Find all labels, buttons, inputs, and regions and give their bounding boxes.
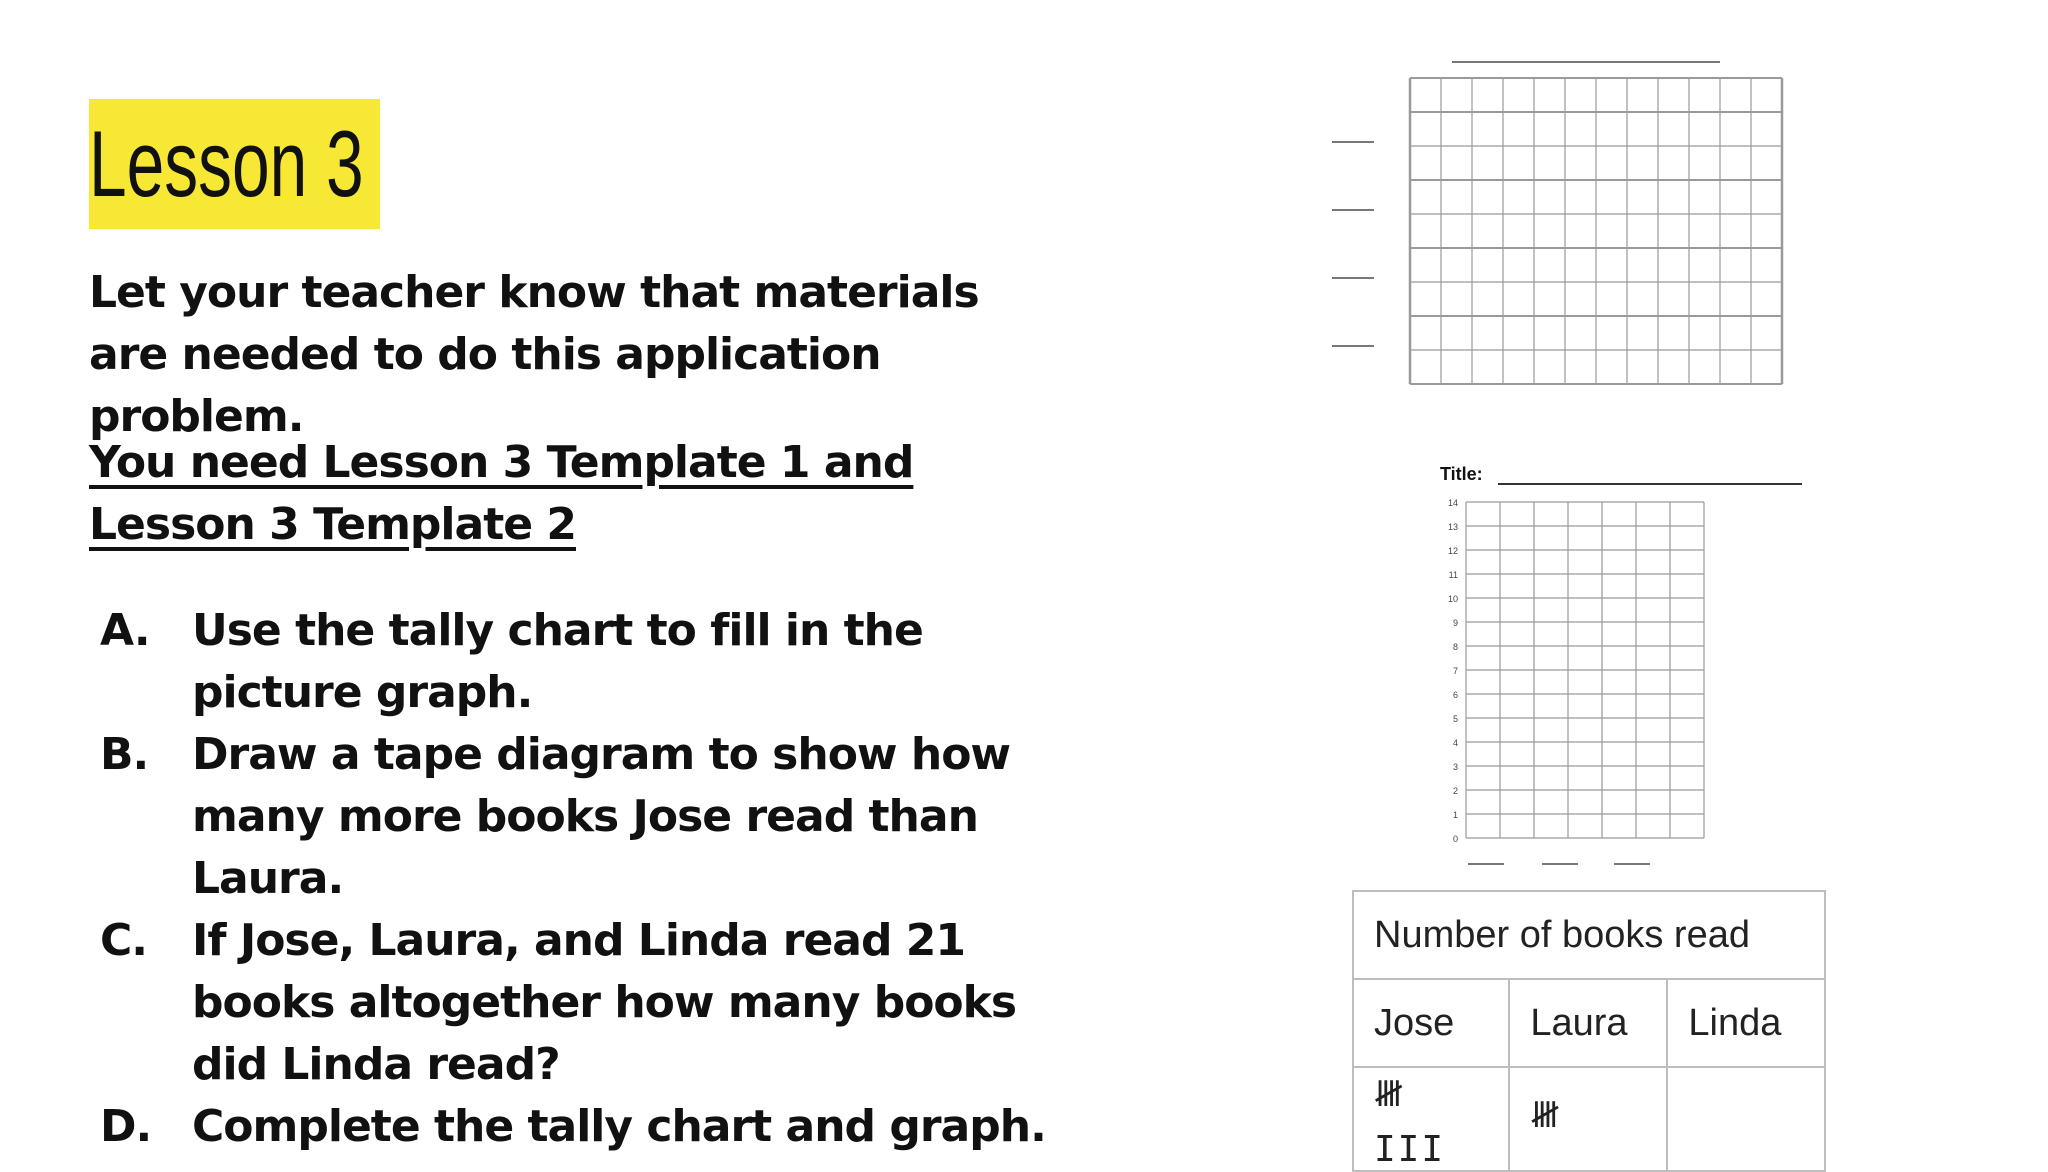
y-tick-label: 7 [1452,666,1458,676]
y-tick-label: 12 [1447,546,1458,556]
y-tick-label: 5 [1452,714,1458,724]
task-item [100,724,1100,910]
task-item [100,600,1100,724]
task-item [100,1096,1100,1158]
name-cell-laura: Laura [1509,979,1667,1067]
bar-graph-grid [1466,502,1704,838]
tally-header-row [1353,891,1825,979]
tally-chart [1352,890,1826,1172]
y-tick-label: 9 [1452,618,1458,628]
picture-graph-template [1322,50,1802,420]
tally-marks-row [1353,1067,1825,1171]
tally-header: Number of books read [1353,891,1825,979]
task-letter: A. [100,605,150,656]
task-text: Draw a tape diagram to show how many more books Jose read than Laura. [192,729,1011,904]
materials-needed: You need Lesson 3 Template 1 and Lesson 3 Template 2 [89,437,914,550]
row-label-blanks [1332,142,1374,346]
task-item [100,910,1100,1096]
y-tick-label: 10 [1447,594,1458,604]
y-tick-label: 3 [1452,762,1458,772]
picture-graph-grid [1410,78,1782,384]
task-text: Use the tally chart to fill in the picture graph. [192,605,923,718]
intro-text: Let your teacher know that materials are needed to do this application problem. [89,267,979,442]
y-tick-label: 0 [1452,834,1458,844]
y-tick-label: 11 [1448,570,1458,580]
y-tick-label: 4 [1452,738,1458,748]
tally-cell-jose: 𝍸 III [1353,1067,1509,1171]
tally-names-row [1353,979,1825,1067]
task-text: If Jose, Laura, and Linda read 21 books altogether how many books did Linda read? [192,915,1017,1090]
task-letter: B. [100,729,149,780]
bar-graph-template [1428,456,1828,886]
y-tick-label: 1 [1452,810,1458,820]
y-tick-label: 8 [1452,642,1458,652]
task-letter: D. [100,1101,152,1152]
lesson-title-highlight [89,99,380,229]
tally-cell-linda [1667,1067,1825,1171]
y-tick-label: 13 [1447,522,1458,532]
name-cell-linda: Linda [1667,979,1825,1067]
task-list [100,600,1100,1158]
task-text: Complete the tally chart and graph. [192,1101,1046,1152]
tally-cell-laura: 𝍸 [1509,1067,1667,1171]
lesson-title: Lesson 3 [89,111,364,216]
name-cell-jose: Jose [1353,979,1509,1067]
task-letter: C. [100,915,148,966]
y-tick-label: 2 [1452,786,1458,796]
y-tick-label: 14 [1447,498,1458,508]
bar-graph-y-ticks [1448,498,1458,844]
bar-graph-title-label: Title: [1440,464,1483,484]
y-tick-label: 6 [1452,690,1458,700]
